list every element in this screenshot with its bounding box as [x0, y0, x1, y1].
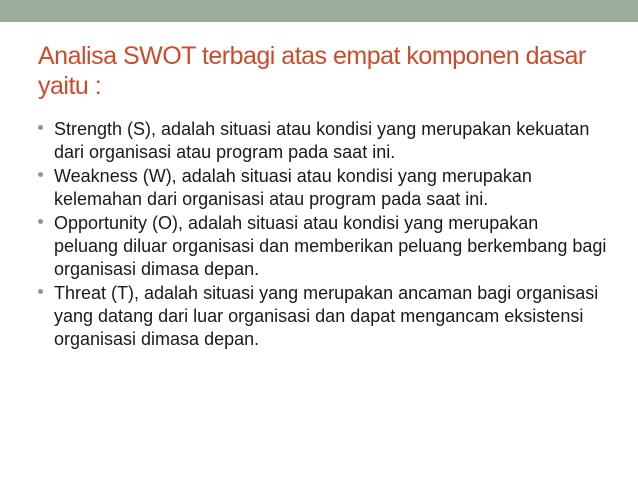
bullet-text: Opportunity (O), adalah situasi atau kondisi yang merupakan peluang diluar organisasi dan memberikan peluang berkembang bagi organisasi dimasa depan.: [54, 213, 607, 279]
bullet-dot-icon: [38, 289, 43, 294]
slide-title: Analisa SWOT terbagi atas empat komponen dasar yaitu :: [38, 42, 586, 100]
bullet-text: Strength (S), adalah situasi atau kondisi yang merupakan kekuatan dari organisasi atau program pada saat ini.: [54, 119, 590, 162]
bullet-text: Weakness (W), adalah situasi atau kondisi yang merupakan kelemahan dari organisasi atau program pada saat ini.: [54, 166, 532, 209]
bullet-dot-icon: [38, 125, 43, 130]
bullet-dot-icon: [38, 172, 43, 177]
bullet-dot-icon: [38, 219, 43, 224]
bullet-list: [37, 118, 607, 352]
bullet-item-threat: [37, 282, 607, 351]
bullet-text: Threat (T), adalah situasi yang merupakan ancaman bagi organisasi yang datang dari luar organisasi dan dapat mengancam eksistensi organisasi dimasa depan.: [54, 283, 599, 349]
bullet-item-strength: [37, 118, 607, 164]
bullet-item-weakness: [37, 165, 607, 211]
bullet-item-opportunity: [37, 212, 607, 281]
header-bar: [0, 0, 638, 22]
